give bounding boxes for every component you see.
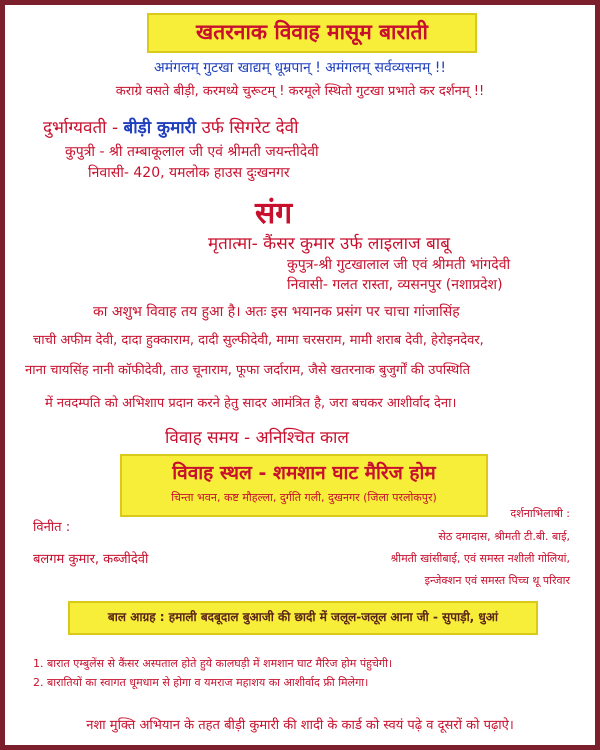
bride-address: निवासी- 420, यमलोक हाउस दुःखनगर <box>88 165 290 181</box>
darshanabhilashi-label: दर्शनाभिलाषी : <box>510 507 570 520</box>
groom-address: निवासी- गलत रास्ता, व्यसनपुर (नशाप्रदेश) <box>287 277 503 293</box>
invitation-line-1: का अशुभ विवाह तय हुआ है। अतः इस भयानक प्रसंग पर चाचा गांजासिंह <box>93 304 460 320</box>
bride-alias: उर्फ सिगरेट देवी <box>201 118 299 138</box>
invitation-line-3: नाना चायसिंह नानी कॉफीदेवी, ताउ चूनाराम, फूफा जर्दाराम, जैसे खतरनाक बुजुर्गों की उपस्थिति <box>25 363 470 378</box>
darshanabhilashi-line-3: इन्जेक्शन एवं समस्त पिच्च थू परिवार <box>424 574 570 587</box>
note-1: 1. बारात एम्बुलेंस से कैंसर अस्पताल होते हुये कालघड़ी में शमशान घाट मैरिज होम पंहुचेगी। <box>33 657 393 670</box>
bride-name-line <box>43 115 299 138</box>
child-request-text: बाल आग्रह : हमाली बदबूदाल बुआजी की छादी में जलूल-जलूल आना जी - सुपाड़ी, धुआं <box>107 610 499 624</box>
note-2: 2. बारातियों का स्वागत धूमधाम से होगा व यमराज महाशय का आशीर्वाद फ्री मिलेगा। <box>33 676 369 689</box>
bride-parents: कुपुत्री - श्री तम्बाकूलाल जी एवं श्रीमती जयन्तीदेवी <box>65 144 319 160</box>
mantra-line-2: कराग्रे वसते बीड़ी, करमध्ये चुरूटम् ! करमूले स्थितो गुटखा प्रभाते कर दर्शनम् !! <box>115 84 485 99</box>
bride-title: दुर्भाग्यवती - <box>43 118 119 138</box>
wedding-time: विवाह समय - अनिश्चित काल <box>165 428 349 448</box>
mantra-line-1: अमंगलम् गुटखा खाद्यम् धूम्रपान् ! अमंगलम् सर्वव्यसनम् !! <box>154 60 446 76</box>
groom-parents: कुपुत्र-श्री गुटखालाल जी एवं श्रीमती भांगदेवी <box>287 257 511 273</box>
invitation-line-2: चाची अफीम देवी, दादा हुक्काराम, दादी सुल्फीदेवी, मामा चरसराम, मामी शराब देवी, हेरोइनदेवर, <box>33 333 484 348</box>
groom-name: मृतात्मा- कैंसर कुमार उर्फ लाइलाज बाबू <box>208 234 450 254</box>
vineet-label: विनीत : <box>33 520 71 535</box>
invitation-line-4: में नवदम्पति को अभिशाप प्रदान करने हेतु सादर आमंत्रित है, जरा बचकर आशीर्वाद देना। <box>45 396 457 411</box>
sang-label: संग <box>255 196 293 231</box>
darshanabhilashi-line-2: श्रीमती खांसीबाई, एवं समस्त नशीली गोलियां, <box>390 552 570 565</box>
vineet-names: बलगम कुमार, कब्जीदेवी <box>33 552 149 567</box>
bride-name: बीड़ी कुमारी <box>123 118 197 138</box>
venue-title: विवाह स्थल - शमशान घाट मैरिज होम <box>172 462 436 484</box>
card-title: खतरनाक विवाह मासूम बाराती <box>196 20 428 44</box>
footer-note: नशा मुक्ति अभियान के तहत बीड़ी कुमारी की शादी के कार्ड को स्वयं पढ़े व दूसरों को पढ़ाऐ। <box>86 718 514 733</box>
venue-address: चिन्ता भवन, कष्ट मौहल्ला, दुर्गति गली, दुखनगर (जिला परलोकपुर) <box>171 491 437 504</box>
darshanabhilashi-line-1: सेठ दमादास, श्रीमती टी.बी. बाई, <box>438 530 570 543</box>
